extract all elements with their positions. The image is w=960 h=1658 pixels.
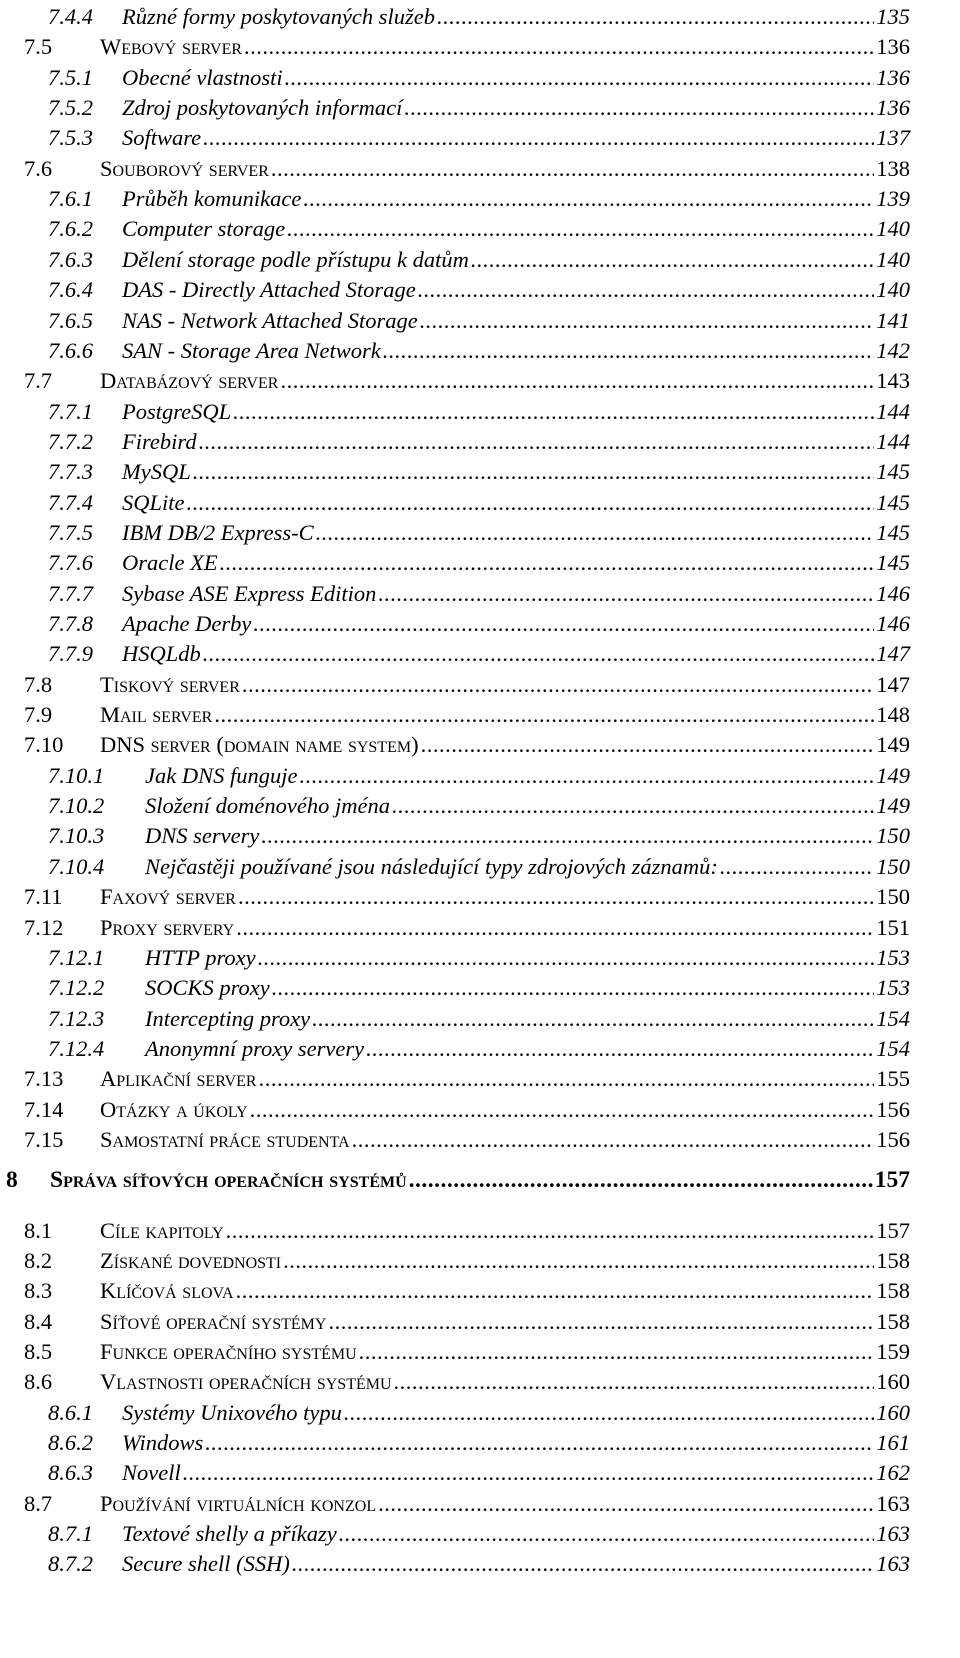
toc-entry[interactable] (24, 730, 910, 760)
toc-entry-title: Tiskový server (100, 672, 240, 697)
toc-entry-title: Klíčová slova (100, 1278, 234, 1303)
toc-entry-number: 7.6.4 (48, 277, 93, 302)
toc-entry-title: Vlastnosti operačních systému (100, 1369, 392, 1394)
dot-leader (328, 1307, 874, 1337)
toc-entry-number: 8 (6, 1167, 18, 1193)
toc-entry-page: 150 (876, 854, 910, 879)
toc-entry[interactable] (48, 791, 910, 821)
toc-entry-number: 7.4.4 (48, 4, 93, 29)
toc-entry-number: 7.11 (24, 884, 63, 909)
toc-entry-title: Apache Derby (122, 611, 252, 636)
toc-entry-number: 7.8 (24, 672, 53, 697)
toc-entry-number: 7.15 (24, 1127, 64, 1152)
dot-leader (283, 1246, 874, 1276)
toc-entry-number: 7.13 (24, 1066, 64, 1091)
toc-entry-title: Webový server (100, 34, 243, 59)
toc-entry-number: 7.5.2 (48, 95, 93, 120)
toc-entry-title: Obecné vlastnosti (122, 65, 283, 90)
dot-leader (236, 1276, 875, 1306)
toc-entry[interactable] (24, 882, 910, 912)
toc-entry-page: 144 (876, 429, 910, 454)
dot-leader (271, 154, 874, 184)
toc-entry[interactable] (48, 821, 910, 851)
toc-entry-number: 7.7.6 (48, 550, 93, 575)
toc-entry[interactable] (24, 1216, 910, 1246)
toc-entry-title: Nejčastěji používané jsou následující typy zdrojových záznamů: (145, 854, 718, 879)
toc-entry-title: Samostatní práce studenta (100, 1127, 350, 1152)
dot-leader (312, 1004, 874, 1034)
toc-entry-page: 136 (876, 34, 910, 59)
dot-leader (242, 670, 874, 700)
toc-entry-number: 7.6.1 (48, 186, 93, 211)
toc-entry-page: 163 (876, 1551, 910, 1576)
toc-entry[interactable] (48, 397, 910, 427)
dot-leader (199, 427, 875, 457)
toc-entry[interactable] (24, 1095, 910, 1125)
dot-leader (366, 1034, 874, 1064)
toc-entry[interactable] (48, 184, 910, 214)
toc-entry-title: Systémy Unixového typu (122, 1400, 342, 1425)
toc-entry-title: Aplikační server (100, 1066, 257, 1091)
toc-entry-number: 8.1 (24, 1218, 53, 1243)
toc-entry-page: 144 (876, 399, 910, 424)
toc-entry-number: 7.7.5 (48, 520, 93, 545)
toc-entry[interactable] (48, 214, 910, 244)
toc-entry-title: Windows (122, 1430, 204, 1455)
toc-entry-page: 157 (876, 1218, 910, 1243)
toc-entry[interactable] (48, 2, 910, 32)
toc-entry-page: 139 (876, 186, 910, 211)
dot-leader (236, 913, 874, 943)
dot-leader (720, 852, 874, 882)
dot-leader (272, 973, 874, 1003)
dot-leader (233, 397, 874, 427)
toc-entry[interactable] (24, 366, 910, 396)
toc-entry-number: 8.6.2 (48, 1430, 93, 1455)
toc-entry[interactable] (48, 639, 910, 669)
toc-entry-title: DNS server (domain name system) (100, 732, 419, 757)
toc-entry-number: 7.10 (24, 732, 64, 757)
dot-leader (280, 366, 874, 396)
toc-entry-number: 7.7.3 (48, 459, 93, 484)
dot-leader (292, 1549, 874, 1579)
toc-entry-title: Funkce operačního systému (100, 1339, 357, 1364)
toc-entry-page: 136 (876, 95, 910, 120)
toc-entry-number: 7.6.3 (48, 247, 93, 272)
toc-entry-page: 161 (876, 1430, 910, 1455)
toc-entry-number: 7.7.7 (48, 581, 93, 606)
toc-entry-page: 149 (876, 732, 910, 757)
toc-entry-title: Průběh komunikace (122, 186, 302, 211)
toc-entry-title: Jak DNS funguje (145, 763, 298, 788)
toc-entry[interactable] (48, 245, 910, 275)
toc-entry-number: 7.7.1 (48, 399, 93, 424)
toc-entry-page: 158 (876, 1248, 910, 1273)
toc-entry[interactable] (24, 1367, 910, 1397)
toc-entry-number: 7.12.3 (48, 1006, 105, 1031)
dot-leader (214, 700, 874, 730)
toc-entry-page: 141 (876, 308, 910, 333)
toc-entry-title: Různé formy poskytovaných služeb (122, 4, 436, 29)
toc-entry-number: 8.5 (24, 1339, 53, 1364)
toc-entry-number: 7.12 (24, 915, 64, 940)
toc-entry-page: 162 (876, 1460, 910, 1485)
toc-entry-page: 148 (876, 702, 910, 727)
toc-entry-page: 150 (876, 884, 910, 909)
toc-entry-title: PostgreSQL (122, 399, 232, 424)
dot-leader (352, 1125, 875, 1155)
toc-entry[interactable] (6, 1165, 910, 1195)
toc-entry-page: 154 (876, 1006, 910, 1031)
dot-leader (253, 609, 874, 639)
toc-entry-page: 143 (876, 368, 910, 393)
toc-entry[interactable] (24, 1337, 910, 1367)
toc-entry-title: Získané dovednosti (100, 1248, 282, 1273)
toc-entry-page: 145 (876, 520, 910, 545)
toc-entry[interactable] (24, 1307, 910, 1337)
toc-entry-page: 145 (876, 550, 910, 575)
toc-entry-number: 7.10.1 (48, 763, 105, 788)
toc-entry-number: 7.9 (24, 702, 53, 727)
toc-entry-title: MySQL (122, 459, 191, 484)
dot-leader (418, 275, 875, 305)
toc-entry-number: 7.12.1 (48, 945, 105, 970)
toc-entry-number: 7.10.4 (48, 854, 105, 879)
toc-entry-number: 7.10.2 (48, 793, 105, 818)
toc-entry[interactable] (24, 1246, 910, 1276)
toc-entry[interactable] (48, 306, 910, 336)
dot-leader (258, 943, 875, 973)
toc-entry-page: 158 (876, 1309, 910, 1334)
toc-entry-page: 147 (876, 641, 910, 666)
dot-leader (226, 1216, 875, 1246)
dot-leader (244, 32, 874, 62)
dot-leader (183, 1458, 875, 1488)
toc-entry[interactable] (48, 457, 910, 487)
toc-entry-page: 138 (876, 156, 910, 181)
toc-entry-title: Faxový server (100, 884, 236, 909)
toc-entry-page: 149 (876, 793, 910, 818)
toc-entry-page: 150 (876, 823, 910, 848)
toc-entry[interactable] (48, 852, 910, 882)
toc-entry-title: Dělení storage podle přístupu k datům (122, 247, 469, 272)
toc-entry-number: 8.6.3 (48, 1460, 93, 1485)
toc-entry-title: Síťové operační systémy (100, 1309, 327, 1334)
toc-entry-title: Správa síťových operačních systémů (50, 1167, 407, 1193)
toc-entry-title: Firebird (122, 429, 197, 454)
toc-entry-title: Otázky a úkoly (100, 1097, 248, 1122)
dot-leader (193, 457, 875, 487)
dot-leader (220, 548, 875, 578)
toc-entry-title: DNS servery (145, 823, 260, 848)
toc-entry-title: SQLite (122, 490, 185, 515)
toc-entry-page: 153 (876, 945, 910, 970)
toc-entry-title: Secure shell (SSH) (122, 1551, 290, 1576)
toc-entry-title: Složení doménového jména (145, 793, 390, 818)
toc-entry-page: 137 (876, 125, 910, 150)
toc-entry-number: 7.5 (24, 34, 53, 59)
toc-entry-title: Oracle XE (122, 550, 218, 575)
dot-leader (250, 1095, 875, 1125)
dot-leader (409, 1165, 873, 1195)
toc-entry[interactable] (24, 1489, 910, 1519)
toc-entry-title: Databázový server (100, 368, 279, 393)
toc-entry-number: 8.7.1 (48, 1521, 93, 1546)
toc-entry[interactable] (24, 670, 910, 700)
toc-entry-number: 7.6.5 (48, 308, 93, 333)
toc-entry-number: 8.2 (24, 1248, 53, 1273)
toc-entry[interactable] (24, 1125, 910, 1155)
dot-leader (421, 730, 875, 760)
toc-entry[interactable] (48, 1004, 910, 1034)
dot-leader (404, 93, 874, 123)
toc-entry[interactable] (24, 1276, 910, 1306)
dot-leader (203, 639, 874, 669)
toc-entry-page: 146 (876, 611, 910, 636)
toc-entry[interactable] (48, 1428, 910, 1458)
toc-entry[interactable] (48, 1458, 910, 1488)
dot-leader (205, 1428, 874, 1458)
toc-entry-title: Computer storage (122, 216, 286, 241)
toc-entry-title: Textové shelly a příkazy (122, 1521, 337, 1546)
toc-entry-page: 158 (876, 1278, 910, 1303)
toc-entry-page: 142 (876, 338, 910, 363)
toc-entry[interactable] (48, 518, 910, 548)
dot-leader (299, 761, 874, 791)
toc-entry[interactable] (48, 1519, 910, 1549)
dot-leader (203, 123, 874, 153)
toc-entry-number: 8.6.1 (48, 1400, 93, 1425)
toc-entry[interactable] (48, 1034, 910, 1064)
toc-entry-number: 7.12.4 (48, 1036, 105, 1061)
toc-entry[interactable] (48, 579, 910, 609)
dot-leader (383, 336, 875, 366)
toc-entry-number: 7.7.8 (48, 611, 93, 636)
toc-entry-page: 146 (876, 581, 910, 606)
dot-leader (261, 821, 874, 851)
toc-entry-page: 140 (876, 247, 910, 272)
toc-entry-page: 160 (876, 1369, 910, 1394)
dot-leader (471, 245, 874, 275)
toc-entry-page: 149 (876, 763, 910, 788)
toc-entry[interactable] (48, 943, 910, 973)
toc-entry-title: Cíle kapitoly (100, 1218, 224, 1243)
dot-leader (378, 579, 874, 609)
dot-leader (359, 1337, 875, 1367)
toc-entry-title: Souborový server (100, 156, 269, 181)
toc-entry-title: Novell (122, 1460, 181, 1485)
toc-entry[interactable] (24, 1064, 910, 1094)
toc-entry-number: 7.6 (24, 156, 53, 181)
toc-entry-page: 145 (876, 490, 910, 515)
toc-entry-page: 154 (876, 1036, 910, 1061)
toc-entry[interactable] (24, 913, 910, 943)
toc-entry[interactable] (48, 336, 910, 366)
toc-entry-number: 7.5.3 (48, 125, 93, 150)
toc-entry-title: Zdroj poskytovaných informací (122, 95, 403, 120)
toc-entry[interactable] (48, 427, 910, 457)
dot-leader (285, 63, 875, 93)
toc-entry[interactable] (24, 700, 910, 730)
toc-entry-page: 163 (876, 1521, 910, 1546)
toc-entry-page: 159 (876, 1339, 910, 1364)
toc-entry-title: Mail server (100, 702, 213, 727)
toc-entry-title: SAN - Storage Area Network (122, 338, 381, 363)
dot-leader (392, 791, 874, 821)
toc-entry-page: 157 (874, 1167, 910, 1193)
toc-entry-title: DAS - Directly Attached Storage (122, 277, 416, 302)
toc-entry-number: 7.7 (24, 368, 53, 393)
dot-leader (187, 488, 875, 518)
toc-entry-number: 7.6.2 (48, 216, 93, 241)
toc-entry-number: 8.7.2 (48, 1551, 93, 1576)
toc-entry-number: 7.10.3 (48, 823, 105, 848)
dot-leader (339, 1519, 875, 1549)
dot-leader (344, 1398, 874, 1428)
toc-entry-page: 156 (876, 1097, 910, 1122)
toc-entry-page: 145 (876, 459, 910, 484)
toc-entry-title: IBM DB/2 Express-C (122, 520, 314, 545)
toc-entry-number: 7.7.2 (48, 429, 93, 454)
toc-entry-number: 8.3 (24, 1278, 53, 1303)
toc-entry-title: Proxy servery (100, 915, 235, 940)
toc-entry-page: 155 (876, 1066, 910, 1091)
dot-leader (303, 184, 874, 214)
toc-entry-number: 7.5.1 (48, 65, 93, 90)
toc-entry-title: SOCKS proxy (145, 975, 270, 1000)
toc-entry[interactable] (24, 154, 910, 184)
dot-leader (394, 1367, 875, 1397)
toc-entry[interactable] (48, 548, 910, 578)
toc-entry[interactable] (48, 275, 910, 305)
toc-entry-page: 160 (876, 1400, 910, 1425)
toc-entry[interactable] (48, 761, 910, 791)
toc-entry-page: 140 (876, 216, 910, 241)
dot-leader (437, 2, 874, 32)
toc-entry-page: 153 (876, 975, 910, 1000)
dot-leader (378, 1489, 874, 1519)
toc-entry-title: Intercepting proxy (145, 1006, 311, 1031)
dot-leader (259, 1064, 875, 1094)
toc-entry-number: 7.6.6 (48, 338, 93, 363)
toc-entry-title: Používání virtuálních konzol (100, 1491, 377, 1516)
toc-entry-title: Software (122, 125, 202, 150)
toc-entry-number: 7.12.2 (48, 975, 105, 1000)
toc-entry-title: HTTP proxy (145, 945, 256, 970)
toc-entry-number: 7.14 (24, 1097, 64, 1122)
toc-entry-number: 7.7.9 (48, 641, 93, 666)
toc-entry[interactable] (24, 32, 910, 62)
toc-entry[interactable] (48, 609, 910, 639)
toc-entry[interactable] (48, 973, 910, 1003)
dot-leader (420, 306, 874, 336)
toc-entry-page: 136 (876, 65, 910, 90)
toc-entry-title: HSQLdb (122, 641, 201, 666)
toc-entry-page: 156 (876, 1127, 910, 1152)
toc-entry-number: 8.6 (24, 1369, 53, 1394)
toc-entry[interactable] (48, 1398, 910, 1428)
toc-entry-title: Anonymní proxy servery (145, 1036, 365, 1061)
toc-entry-number: 8.7 (24, 1491, 53, 1516)
dot-leader (316, 518, 875, 548)
toc-entry[interactable] (48, 63, 910, 93)
toc-entry-page: 163 (876, 1491, 910, 1516)
toc-entry[interactable] (48, 1549, 910, 1579)
toc-entry-page: 140 (876, 277, 910, 302)
toc-entry-page: 147 (876, 672, 910, 697)
toc-entry[interactable] (48, 488, 910, 518)
toc-entry-number: 8.4 (24, 1309, 53, 1334)
toc-entry-page: 151 (876, 915, 910, 940)
toc-entry-title: Sybase ASE Express Edition (122, 581, 377, 606)
dot-leader (238, 882, 874, 912)
toc-entry-page: 135 (876, 4, 910, 29)
toc-entry[interactable] (48, 93, 910, 123)
toc-entry[interactable] (48, 123, 910, 153)
dot-leader (287, 214, 874, 244)
toc-entry-title: NAS - Network Attached Storage (122, 308, 418, 333)
toc-entry-number: 7.7.4 (48, 490, 93, 515)
